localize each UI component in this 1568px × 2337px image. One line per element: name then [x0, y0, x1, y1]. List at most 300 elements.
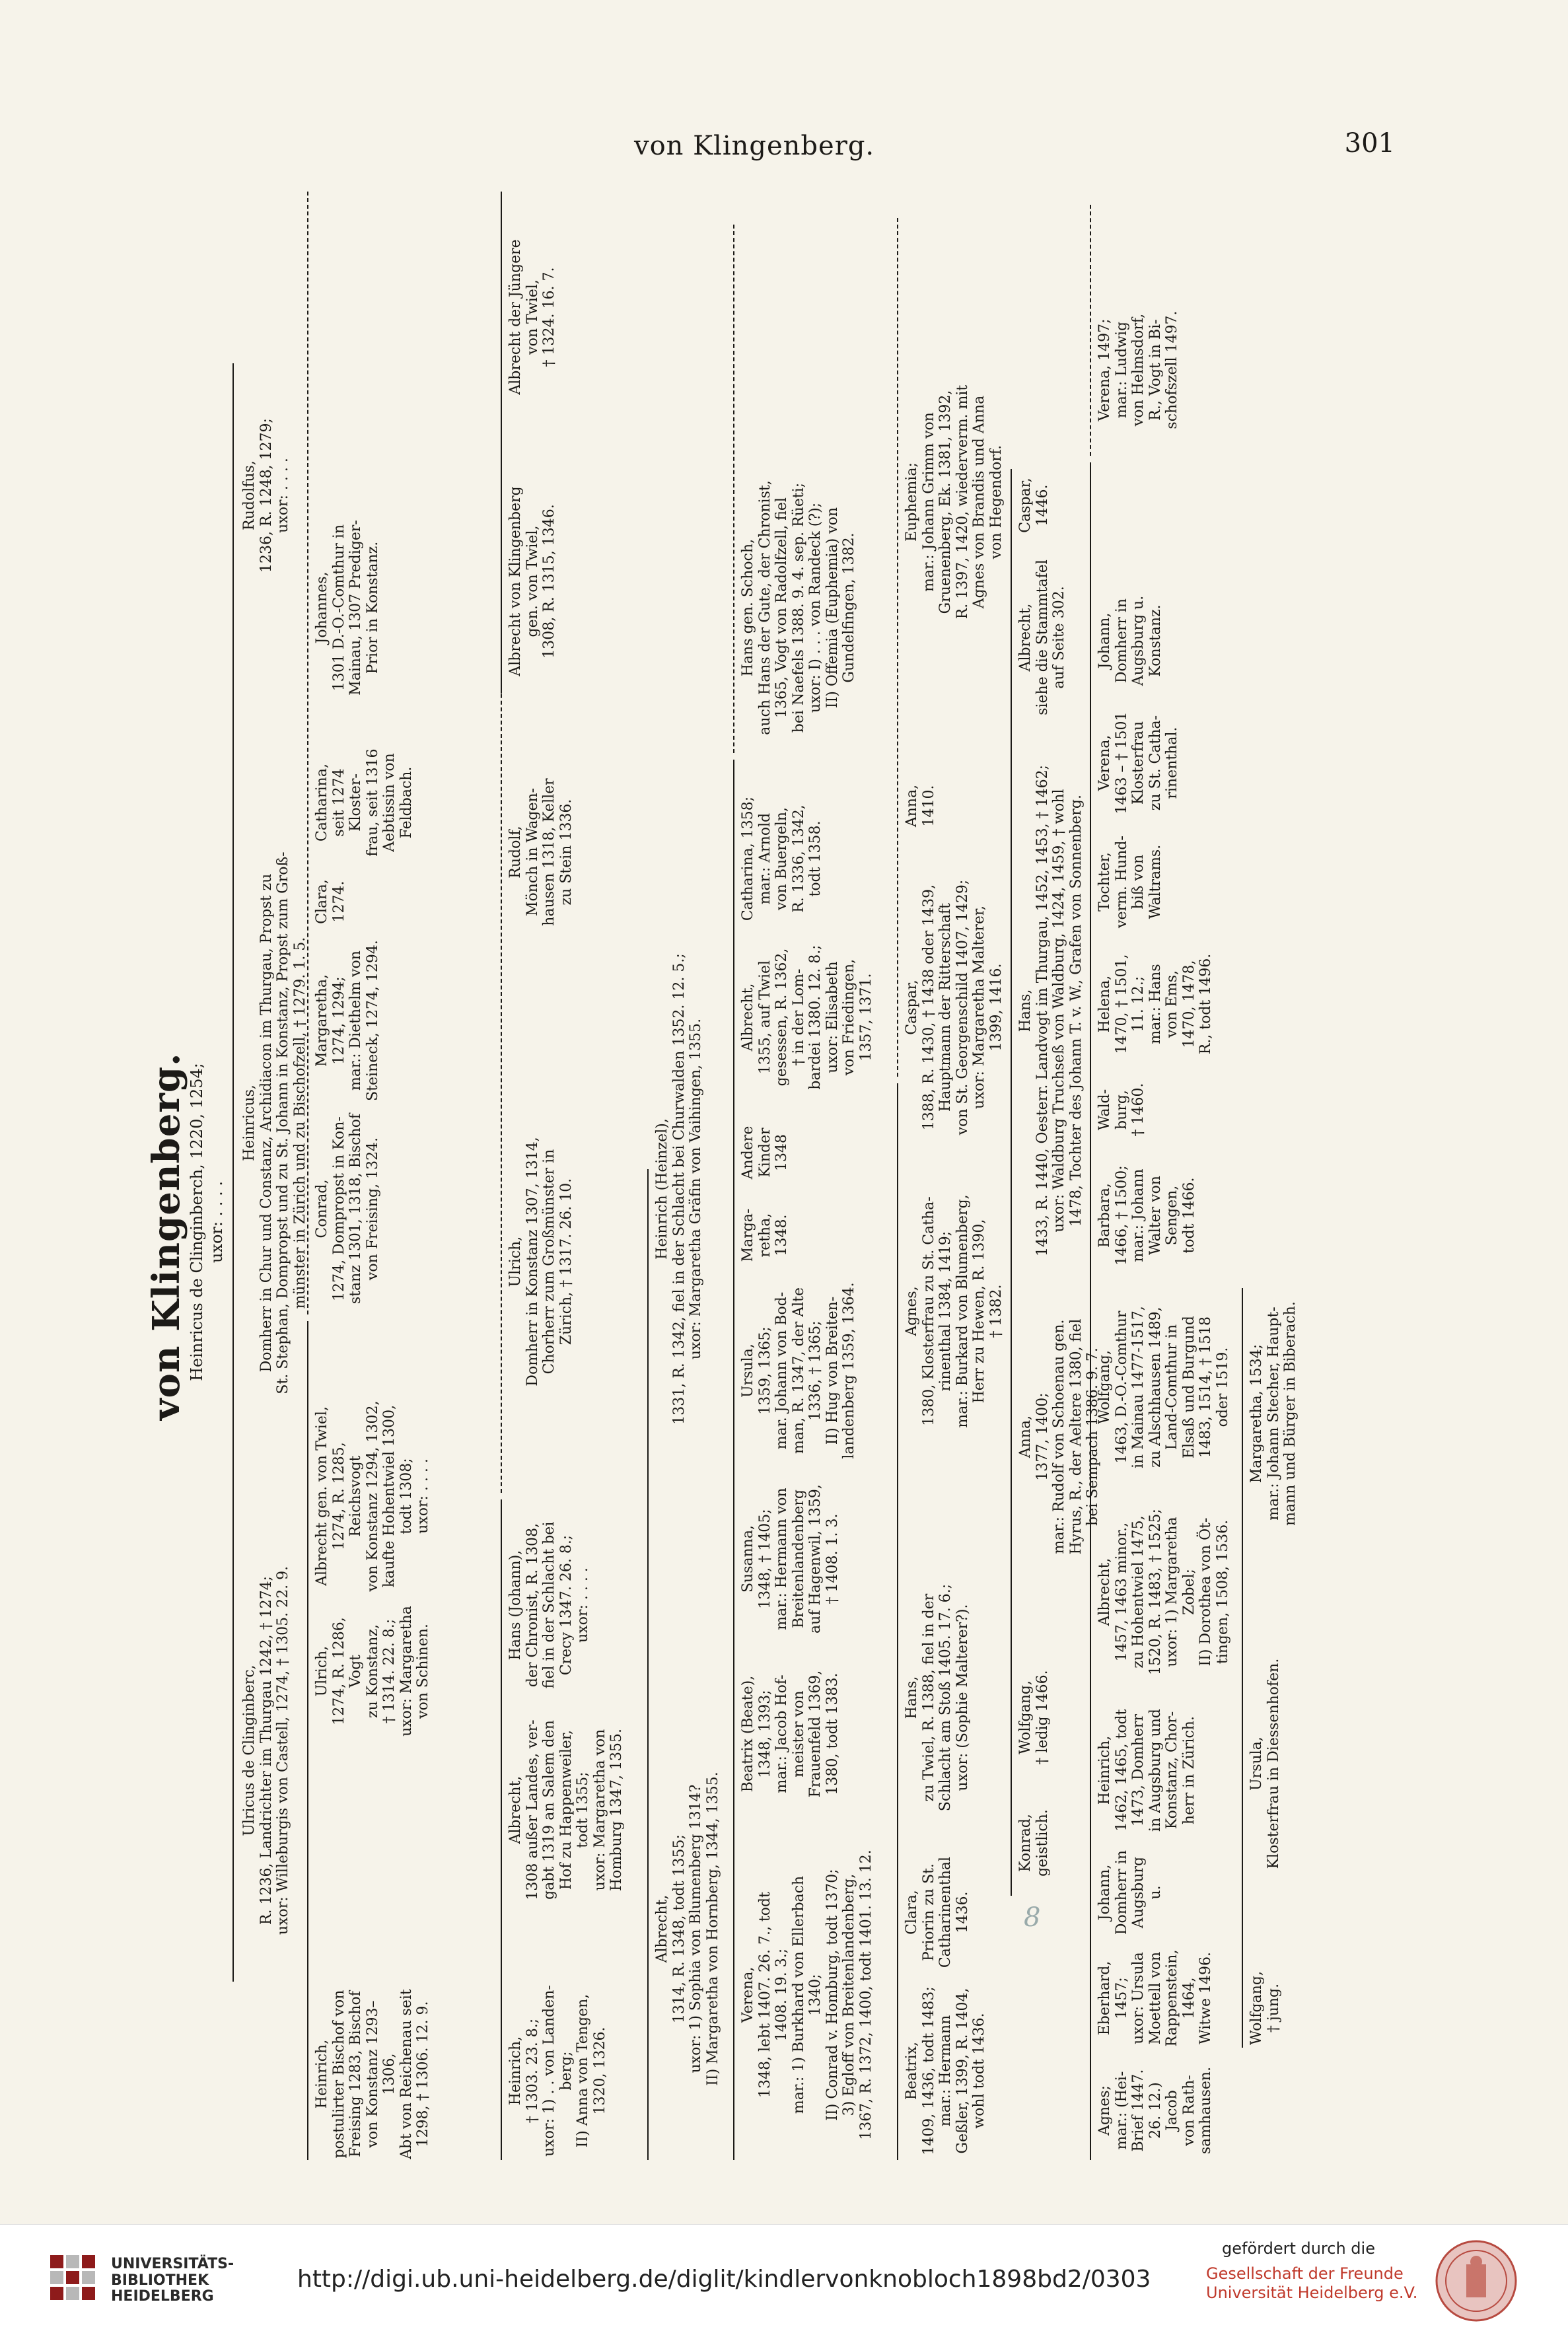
person-waldburg — [1096, 1077, 1147, 1143]
person-detail: fiel in der Schlacht bei — [541, 1521, 558, 1689]
person-detail: berg; — [557, 2051, 575, 2091]
person-detail: 1470, † 1501, — [1113, 954, 1130, 1054]
person-detail: Augsburg u. — [1130, 1856, 1164, 1929]
person-detail: todt 1466. — [1180, 1177, 1197, 1254]
person-wolfgang-gen8 — [1096, 1288, 1231, 1486]
person-name: Verena, — [1096, 735, 1113, 791]
person-detail: † in der Lom- — [790, 968, 807, 1066]
person-detail: todt 1355; — [575, 1772, 592, 1848]
person-name: Eberhard, — [1096, 1960, 1113, 2036]
person-detail: von Hegendorf. — [987, 445, 1005, 559]
table-title: von Klingenberg. — [145, 1052, 188, 1420]
bracket-gen5-dashed — [733, 225, 734, 753]
person-caspar-gen7 — [1017, 469, 1051, 542]
library-logo-icon — [46, 2251, 99, 2304]
person-eberhard — [1096, 1942, 1215, 2054]
person-detail: 1298, † 1306. 12. 9. — [415, 2001, 432, 2147]
person-detail: seit 1274 Kloster- — [330, 768, 365, 837]
genealogy-sheet — [59, 178, 1513, 2180]
person-detail: 11. 12.; — [1130, 976, 1147, 1032]
person-detail: in Augsburg und — [1147, 1709, 1164, 1832]
person-detail: kaufte Hohentwiel 1300, — [381, 1404, 398, 1588]
person-name: Albrecht, — [1096, 1558, 1113, 1626]
person-detail: von Freising, 1324. — [364, 1137, 381, 1281]
person-detail: Gruenenberg, Ek. 1381, 1392, — [937, 390, 954, 614]
person-detail: II) Offemia (Euphemia) von — [824, 507, 841, 709]
person-name: Wolfgang, — [1017, 1680, 1034, 1754]
person-detail: uxor: I) . . . von Randeck (?); — [807, 502, 824, 713]
person-detail: münster in Zürich und zu Bischofzell, † 1279. 1. 5. — [291, 937, 308, 1309]
person-detail: 1274. — [330, 881, 347, 923]
person-detail: 1359, 1365; — [756, 1326, 773, 1415]
person-detail: 1380, todt 1383. — [824, 1672, 841, 1795]
person-detail: II) Anna von Tengen, — [575, 1994, 592, 2148]
person-name: Beatrix, — [904, 2041, 920, 2101]
person-name: Anna, — [1017, 1415, 1034, 1458]
person-detail: mar.: Hermann von — [773, 1488, 791, 1630]
person-tochter — [1096, 832, 1164, 931]
person-heinrich-gen3 — [507, 1982, 608, 2160]
person-name: Johann, — [1096, 1864, 1113, 1921]
person-ulricus — [241, 1519, 292, 1982]
person-detail: mar.: 1) Burkhard von Ellerbach — [790, 1875, 807, 2114]
person-detail: Catharinenthal — [937, 1856, 954, 1968]
person-detail: Geßler, 1399, R. 1404, — [954, 1988, 971, 2154]
person-detail: Klosterfrau in Diessenhofen. — [1265, 1658, 1282, 1869]
person-detail: 1377, 1400; — [1034, 1392, 1051, 1481]
person-anna-gen7 — [1017, 1288, 1102, 1585]
person-detail: todt 1358. — [807, 820, 824, 897]
person-name: Ulricus de Clinginberc, — [241, 1665, 258, 1836]
person-detail: 1308 außer Landes, ver- — [524, 1719, 541, 1900]
person-detail: Prior in Konstanz. — [364, 541, 381, 674]
person-name: Albrecht, — [507, 1776, 524, 1844]
person-name: Catharina, 1358; — [740, 796, 756, 921]
person-detail: gabt 1319 an Salem den — [541, 1720, 558, 1900]
library-name-line: UNIVERSITÄTS- — [111, 2256, 234, 2272]
person-detail: 1336, † 1365; — [807, 1320, 824, 1421]
person-agnes-gen8 — [1096, 2061, 1215, 2160]
bracket-gen6-dashed — [897, 218, 898, 1077]
person-detail: tingen, 1508, 1536. — [1214, 1519, 1231, 1665]
person-detail: Augsburg u. — [1130, 595, 1147, 686]
person-detail: Freising 1283, Bischof — [347, 1991, 365, 2157]
person-heinrich-bishop — [314, 1988, 432, 2160]
permalink-url[interactable]: http://digi.ub.uni-heidelberg.de/diglit/kindlervonknobloch1898bd2/0303 — [297, 2266, 1151, 2293]
person-name: Albrecht, — [1017, 603, 1034, 672]
person-detail: 1463, D.-O.-Comthur — [1113, 1311, 1130, 1464]
person-detail: Frauenfeld 1369, — [807, 1670, 824, 1798]
person-conrad — [314, 1110, 381, 1308]
person-detail: auch Hans der Gute, der Chronist, — [756, 480, 773, 735]
bracket-gen9 — [1242, 1288, 1243, 2048]
pencil-margin-mark: 8 — [1024, 1902, 1041, 1933]
person-detail: mar.: Jacob Hof- — [773, 1674, 791, 1793]
founder-name: Heinricus de Clinginberch, 1220, 1254; — [188, 1063, 206, 1381]
person-name: Rudolfus, — [241, 460, 258, 530]
person-detail: 1410. — [920, 785, 937, 827]
person-name: Susanna, — [740, 1525, 756, 1593]
person-agnes-gen6 — [904, 1169, 1005, 1453]
person-albrecht-der-juengere — [507, 205, 558, 429]
bracket-gen1 — [232, 363, 234, 1982]
person-detail: schofszell 1497. — [1164, 310, 1181, 429]
person-detail: von Konstanz 1293–1306, — [364, 2000, 398, 2148]
person-detail: II) Hug von Breiten- — [824, 1296, 841, 1445]
person-detail: uxor: (Sophie Malterer?). — [954, 1604, 971, 1791]
person-detail: Klosterfrau — [1130, 721, 1147, 805]
person-detail: meister von — [790, 1690, 807, 1778]
person-detail: uxor: Waldburg Truchseß von Waldburg, 1424, 1459, † wohl — [1051, 789, 1068, 1233]
bracket-gen7 — [1011, 469, 1012, 1896]
person-detail: bardei 1380. 12. 8.; — [807, 945, 824, 1090]
person-name: Ulrich, — [507, 1236, 524, 1287]
library-name-line: HEIDELBERG — [111, 2288, 214, 2305]
person-detail: siehe die Stammtafel — [1034, 559, 1051, 715]
person-albrecht-von-twiel — [507, 469, 558, 694]
person-name: Clara, — [314, 879, 330, 924]
person-detail: Steineck, 1274, 1294. — [364, 940, 381, 1101]
person-detail: † 1314. 22. 8.; — [381, 1618, 398, 1724]
person-detail: von St. Georgenschild 1407, 1429; — [954, 879, 971, 1135]
person-name: Ursula, — [1248, 1737, 1265, 1791]
person-name: Barbara, — [1096, 1183, 1113, 1248]
person-detail: Domherr in Chur und Constanz, Archidiacon im Thurgau, Propst zu — [258, 873, 275, 1373]
person-clara — [314, 872, 347, 931]
person-name: Konrad, — [1017, 1814, 1034, 1872]
person-detail: Hauptmann der Ritterschaft — [937, 903, 954, 1112]
person-ulrich-domherr — [507, 1123, 575, 1400]
person-detail: der Chronist, R. 1308, — [524, 1523, 541, 1688]
person-barbara — [1096, 1149, 1197, 1281]
person-detail: R., todt 1496. — [1197, 953, 1215, 1055]
person-detail: II) Conrad v. Homburg, todt 1370; — [824, 1869, 841, 2121]
person-detail: Domherr in Konstanz 1307, 1314, — [524, 1137, 541, 1386]
person-detail: todt 1308; — [398, 1458, 415, 1534]
person-detail: 1483, 1514, † 1518 — [1197, 1316, 1215, 1458]
person-detail: von Twiel, — [524, 279, 541, 355]
person-detail: 1331, R. 1342, fiel in der Schlacht bei Churwalden 1352. 12. 5.; — [670, 953, 688, 1425]
person-albrecht-gen5 — [740, 938, 874, 1097]
person-detail: † 1460. — [1130, 1083, 1147, 1137]
person-clara-gen6 — [904, 1850, 971, 1975]
person-detail: 1365, Vogt von Radolfzell, fiel — [773, 497, 791, 718]
person-name: Ursula, — [740, 1344, 756, 1398]
person-detail: 1348, 1393; — [756, 1690, 773, 1778]
person-detail: 1457, 1463 minor., — [1113, 1522, 1130, 1662]
person-ulrich-vogt — [314, 1599, 432, 1744]
bracket-gen3 — [501, 1499, 502, 2160]
person-detail: 1473, Domherr — [1130, 1714, 1147, 1826]
person-detail: mar.: (Hei- — [1113, 2071, 1130, 2150]
person-detail: uxor: Ursula — [1130, 1952, 1147, 2044]
person-detail: wohl todt 1436. — [971, 2013, 988, 2129]
person-heinrich-gen8 — [1096, 1698, 1197, 1843]
person-detail: Moettell von — [1147, 1951, 1164, 2045]
bracket-gen8 — [1090, 462, 1091, 2160]
person-name: Beatrix (Beate), — [740, 1675, 756, 1793]
person-detail: uxor: 1) Margaretha — [1164, 1517, 1181, 1667]
person-beatrix-beate — [740, 1651, 841, 1816]
person-detail: auf Seite 302. — [1051, 586, 1068, 689]
person-detail: Schlacht am Stoß 1405. 17. 6.; — [937, 1583, 954, 1812]
library-name — [111, 2256, 234, 2305]
person-detail: in Mainau 1477-1517, — [1130, 1306, 1147, 1468]
person-detail: von Schinen. — [415, 1624, 432, 1719]
bracket-gen5 — [733, 760, 734, 2160]
person-name: Heinrich (Heinzel), — [654, 1118, 670, 1260]
person-detail: R. 1236, Landrichter im Thurgau 1242, † 1274; — [258, 1575, 275, 1925]
person-detail: biß von — [1130, 854, 1147, 910]
person-detail: gesessen, R. 1362, — [773, 948, 791, 1087]
person-name: Albrecht der Jüngere — [507, 239, 524, 395]
person-rudolf-moench — [507, 766, 575, 938]
page-number: 301 — [1344, 128, 1395, 159]
person-heinrich-heinzel — [654, 859, 705, 1519]
person-name: Wald- — [1096, 1089, 1113, 1131]
person-name: Albrecht, — [654, 1894, 670, 1963]
person-margaretha — [314, 938, 381, 1103]
person-name: Agnes, — [904, 1286, 920, 1336]
person-verena-gen8 — [1096, 700, 1181, 826]
person-detail: Walter von — [1147, 1175, 1164, 1256]
person-detail: 1340; — [807, 1974, 824, 2016]
person-detail: rinenthal. — [1164, 727, 1181, 799]
person-name: Heinrich, — [507, 2036, 524, 2106]
running-head: von Klingenberg. — [634, 131, 875, 161]
person-detail: zu Konstanz, — [364, 1624, 381, 1719]
person-susanna — [740, 1473, 841, 1645]
person-albrecht-gen3 — [507, 1711, 625, 1909]
person-detail: Mönch in Wagen- — [524, 787, 541, 917]
person-detail: Hyrus, R., der Aeltere 1380, fiel — [1067, 1318, 1085, 1555]
person-detail: Priorin zu St. — [920, 1863, 937, 1961]
person-detail: verm. Hund- — [1113, 836, 1130, 928]
person-name: Andere — [740, 1126, 756, 1180]
person-wolfgang-gen7 — [1017, 1651, 1051, 1783]
person-name: Hans gen. Schoch, — [740, 538, 756, 677]
person-detail: Konstanz, Chor- — [1164, 1711, 1181, 1830]
person-detail: zu Hohentwiel 1475, — [1130, 1515, 1147, 1669]
person-detail: Homburg 1347, 1355. — [608, 1728, 625, 1892]
person-detail: mar.: Hans — [1147, 964, 1164, 1044]
person-name: Albrecht, — [740, 983, 756, 1052]
person-detail: mar.: Arnold — [756, 812, 773, 905]
person-name: Caspar, — [904, 980, 920, 1035]
person-heinricus — [241, 727, 308, 1519]
person-detail: Breitenlandenberg — [790, 1489, 807, 1629]
person-detail: 1274, 1294; — [330, 976, 347, 1065]
person-detail: 1388, R. 1430, † 1438 oder 1439, — [920, 884, 937, 1131]
person-detail: burg, — [1113, 1090, 1130, 1130]
person-detail: R. 1336, 1342, — [790, 805, 807, 913]
person-anna-gen6 — [904, 773, 937, 839]
bracket-gen2-ulricus — [307, 1321, 308, 2160]
person-detail: uxor: . . . . — [415, 1458, 432, 1534]
person-name: Helena, — [1096, 975, 1113, 1033]
person-detail: von Konstanz 1294, 1302, — [364, 1400, 381, 1592]
person-detail: Hof zu Happenweiler, — [557, 1730, 575, 1890]
person-detail: mar.: Johann — [1130, 1168, 1147, 1262]
person-name: Euphemia; — [904, 462, 920, 542]
library-name-line: BIBLIOTHEK — [111, 2272, 209, 2289]
bracket-gen4 — [647, 1169, 649, 2160]
person-detail: 1308, R. 1315, 1346. — [541, 504, 558, 659]
person-detail: Herr zu Hewen, R. 1390, — [971, 1219, 988, 1404]
person-name: Conrad, — [314, 1179, 330, 1239]
person-detail: Zobel; — [1180, 1568, 1197, 1616]
person-detail: Waltrams. — [1147, 844, 1164, 919]
person-detail: II) Dorothea von Öt- — [1197, 1517, 1215, 1667]
sponsor-name[interactable] — [1206, 2264, 1417, 2303]
person-detail: 1409, 1436, todt 1483; — [920, 1986, 937, 2155]
person-name: Agnes; — [1096, 2085, 1113, 2136]
person-andere-kinder — [740, 1110, 791, 1196]
person-detail: 1446. — [1034, 484, 1051, 526]
person-detail: uxor: . . . . — [575, 1567, 592, 1643]
person-name: Johannes, — [314, 571, 330, 644]
person-detail: uxor: 1) Sophia von Blumenberg 1314? — [688, 1784, 705, 2073]
person-detail: 1314, R. 1348, todt 1355; — [670, 1834, 688, 2023]
person-name: Verena, 1497; — [1096, 318, 1113, 421]
founder-uxor: uxor: . . . . — [207, 1180, 226, 1264]
person-name: Ulrich, — [314, 1645, 330, 1697]
bracket-gen8-dashed — [1090, 205, 1091, 456]
person-detail: 1357, 1371. — [857, 973, 874, 1061]
person-detail: rinenthal 1384, 1419; — [937, 1231, 954, 1392]
person-name: Tochter, — [1096, 852, 1113, 912]
person-detail: † jung. — [1265, 1983, 1282, 2033]
person-detail: Gundelfingen, 1382. — [841, 532, 858, 683]
person-detail: uxor: 1) . . von Landen- — [541, 1985, 558, 2157]
person-detail: 1380, Klosterfrau zu St. Catha- — [920, 1196, 937, 1426]
person-detail: landenberg 1359, 1364. — [841, 1282, 858, 1459]
person-detail: 1348, † 1405; — [756, 1509, 773, 1609]
person-detail: oder 1519. — [1214, 1347, 1231, 1427]
person-ursula-gen5 — [740, 1275, 858, 1466]
person-detail: auf Hagenwil, 1359, — [807, 1484, 824, 1634]
person-detail: frau, seit 1316 — [364, 748, 381, 857]
person-detail: † 1382. — [987, 1284, 1005, 1338]
person-detail: 1320, 1326. — [591, 2027, 608, 2115]
person-albrecht-gen4 — [654, 1698, 721, 2160]
person-name: Caspar, — [1017, 478, 1034, 533]
person-detail: von Helmsdorf, — [1130, 313, 1147, 427]
person-detail: † 1408. 1. 3. — [824, 1513, 841, 1604]
person-euphemia — [904, 363, 1005, 641]
person-detail: bei Naefels 1388. 9. 4. sep. Rüeti; — [790, 482, 807, 733]
person-name: Heinricus, — [241, 1085, 258, 1161]
person-detail: 1462, 1465, todt — [1113, 1709, 1130, 1832]
person-detail: von Rath- — [1180, 2075, 1197, 2146]
person-detail: Elsaß und Burgund — [1180, 1316, 1197, 1458]
person-detail: 1348. — [773, 1214, 791, 1256]
person-detail: 3) Egloff von Breitenlandenberg, — [841, 1873, 858, 2116]
person-detail: Feldbach. — [398, 766, 415, 839]
person-albrecht-twiel — [314, 1400, 432, 1592]
person-detail: 1348, lebt 1407. 26. 7., todt — [756, 1892, 773, 2098]
person-detail: 1355, auf Twiel — [756, 960, 773, 1075]
footer-bar — [0, 2224, 1568, 2337]
person-detail: mann und Bürger in Biberach. — [1282, 1301, 1299, 1526]
person-name: Catharina, — [314, 764, 330, 842]
person-detail: samhausen. — [1197, 2066, 1215, 2155]
person-detail: stanz 1301, 1318, Bischof — [347, 1113, 365, 1305]
person-johann-gen8 — [1096, 588, 1164, 694]
person-name: Marga- — [740, 1208, 756, 1262]
person-detail: von Buergeln, — [773, 807, 791, 911]
person-name: Heinrich, — [314, 2039, 330, 2109]
person-detail: Witwe 1496. — [1197, 1952, 1215, 2044]
person-name: Rudolf, — [507, 826, 524, 879]
person-ursula-gen9 — [1248, 1632, 1282, 1896]
person-rudolfus — [241, 330, 292, 661]
person-detail: uxor: Margaretha von — [591, 1729, 608, 1891]
person-detail: 26. 12.) Jacob — [1147, 2082, 1181, 2139]
person-margaretha-gen5 — [740, 1202, 791, 1268]
page-header — [0, 119, 1568, 172]
sponsor-name-line: Universität Heidelberg e.V. — [1206, 2283, 1418, 2302]
person-detail: 1399, 1416. — [987, 963, 1005, 1052]
person-detail: † 1303. 23. 8.; — [524, 2018, 541, 2124]
person-detail: mar.: Hermann — [937, 2015, 954, 2127]
person-detail: 1464, — [1180, 1977, 1197, 2019]
person-detail: mar.: Diethelm von — [347, 951, 365, 1091]
person-detail: Zürich, † 1317. 26. 10. — [557, 1178, 575, 1346]
person-detail: uxor: Margaretha — [398, 1606, 415, 1737]
person-detail: mar.: Burkard von Blumenberg, — [954, 1194, 971, 1428]
person-detail: retha, — [756, 1213, 773, 1258]
person-name: Wolfgang, — [1096, 1350, 1113, 1424]
person-detail: II) Margaretha von Hornberg, 1344, 1355. — [704, 1772, 721, 2086]
person-detail: bei Sempach 1386. 9. 7. — [1085, 1348, 1102, 1526]
person-name: Hans (Johann), — [507, 1550, 524, 1661]
person-detail: 1301 D.-O.-Comthur in — [330, 524, 347, 692]
person-detail: 1478, Tochter des Johann T. v. W., Grafen von Sonnenberg. — [1067, 795, 1085, 1227]
person-detail: herr in Zürich. — [1180, 1716, 1197, 1824]
person-verena-gen5 — [740, 1830, 874, 2160]
person-detail: 1274, Dompropst in Kon- — [330, 1116, 347, 1301]
person-name: Anna, — [904, 784, 920, 828]
person-detail: 1433, R. 1440, Oesterr. Landvogt im Thurgau, 1452, 1453, † 1462; — [1034, 765, 1051, 1256]
person-hans-zu-twiel — [904, 1559, 971, 1836]
person-name: Johann, — [1096, 612, 1113, 669]
person-detail: 1520, R. 1483, † 1525; — [1147, 1509, 1164, 1675]
person-detail: 1463 – † 1501 — [1113, 711, 1130, 814]
person-detail: 1367, R. 1372, 1400, todt 1401. 13. 12. — [857, 1850, 874, 2140]
person-catharina — [314, 740, 415, 865]
person-name: Hans, — [1017, 989, 1034, 1032]
person-detail: † ledig 1466. — [1034, 1670, 1051, 1765]
person-detail: zu Stein 1336. — [557, 799, 575, 906]
person-caspar-gen6 — [904, 859, 1005, 1156]
person-detail: Crecy 1347. 26. 8.; — [557, 1534, 575, 1676]
person-detail: von Friedingen, — [841, 958, 858, 1076]
person-konrad — [1017, 1790, 1051, 1896]
person-detail: uxor: Elisabeth — [824, 961, 841, 1073]
person-hans-schoch — [740, 456, 858, 760]
person-margaretha-gen9 — [1248, 1275, 1299, 1552]
person-name: Margaretha, 1534; — [1248, 1344, 1265, 1484]
person-detail: postulirter Bischof von — [330, 1990, 347, 2159]
person-detail: uxor: . . . . — [275, 458, 292, 533]
person-albrecht-gen7 — [1017, 548, 1068, 727]
person-detail: R. 1397, 1420, wiederverm. mit — [954, 384, 971, 620]
bracket-gen6 — [897, 1083, 898, 2160]
person-wolfgang-jung — [1248, 1968, 1282, 2048]
university-seal-icon — [1433, 2238, 1519, 2324]
person-detail: mar.: Johann Stecher, Haupt- — [1265, 1307, 1282, 1521]
